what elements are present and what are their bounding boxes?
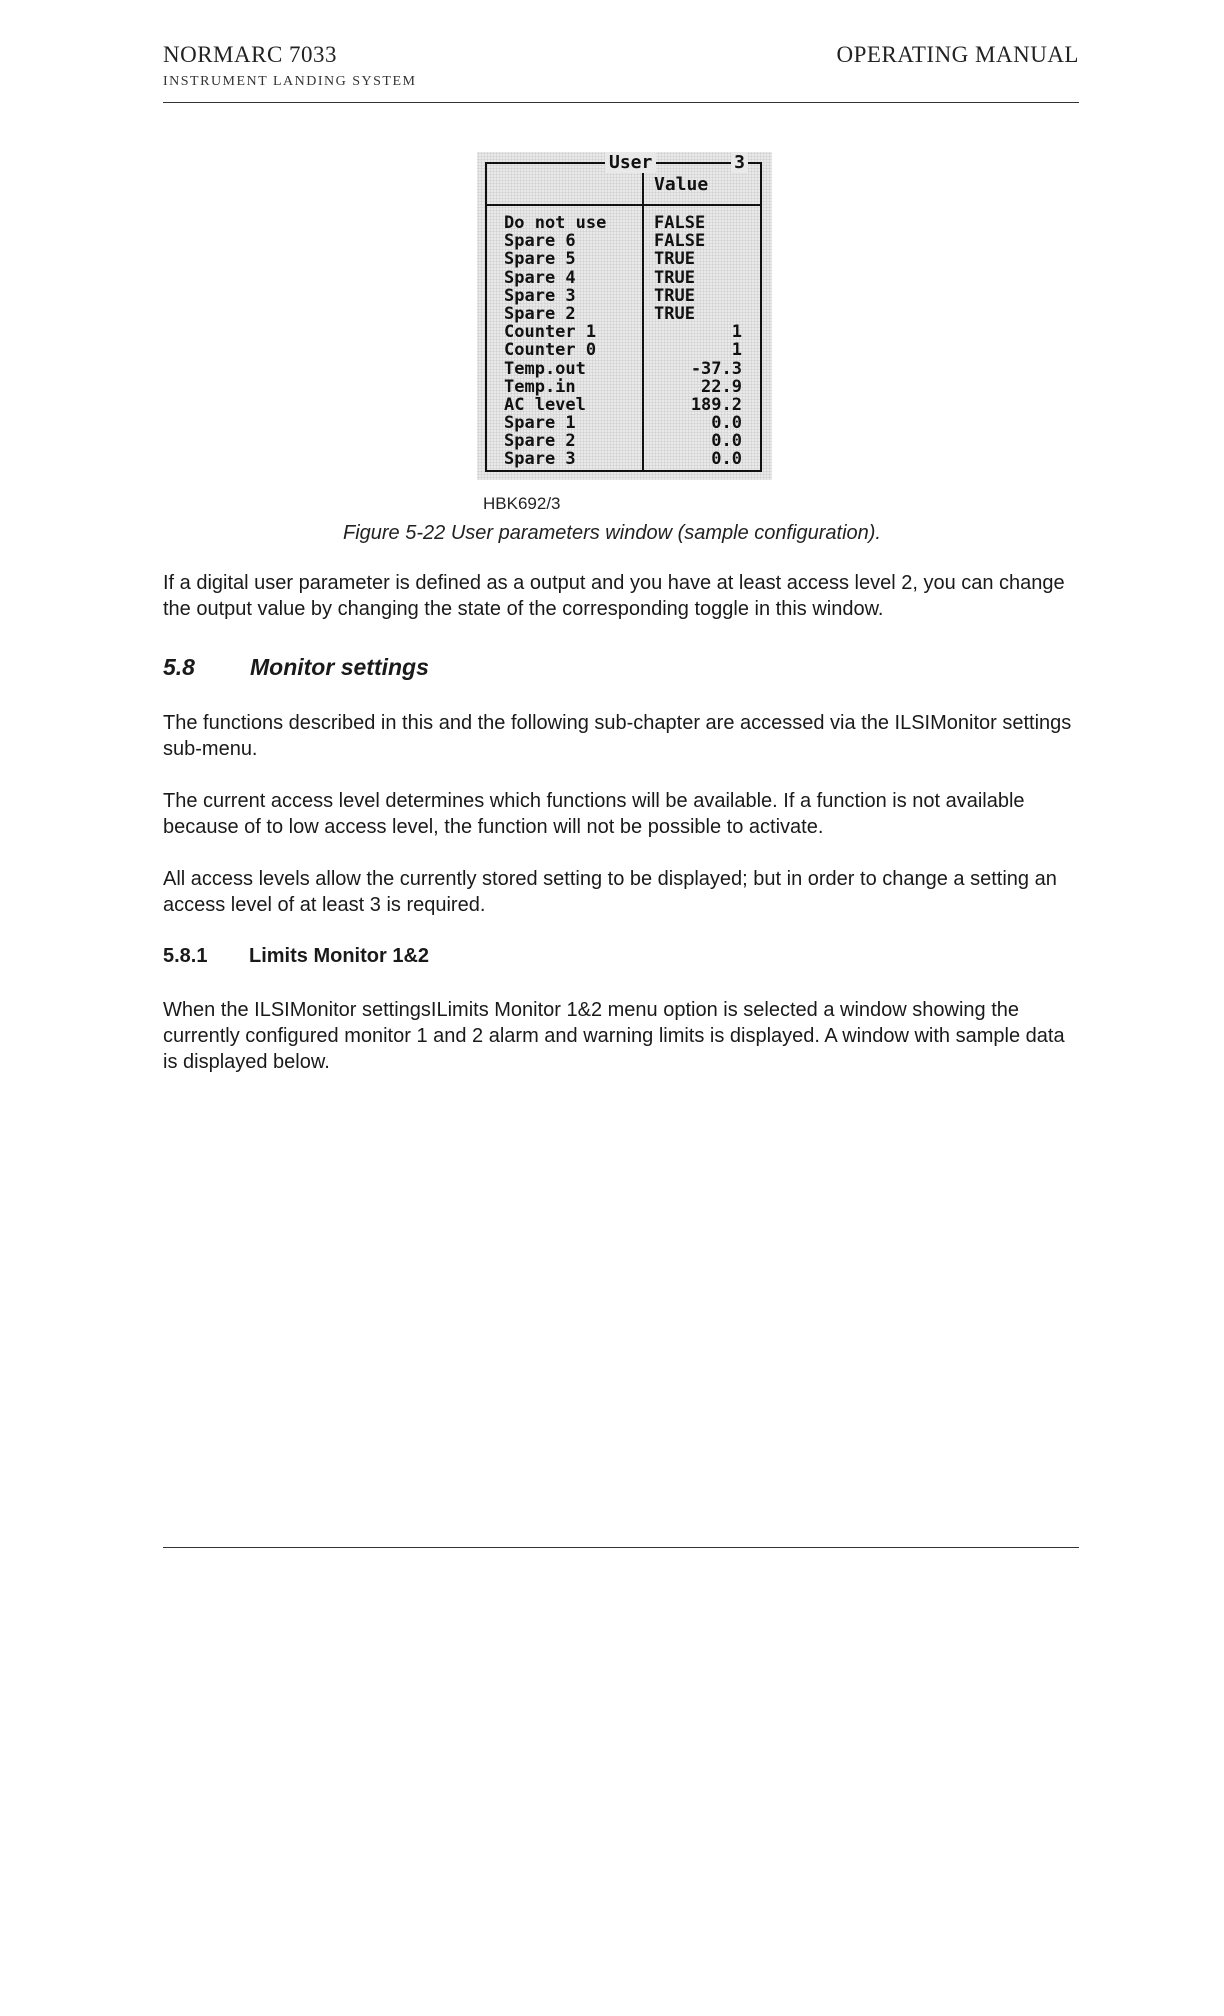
- parameter-list: [487, 214, 760, 469]
- parameter-row: [487, 396, 760, 414]
- window-title: User: [605, 152, 656, 173]
- figure-id: HBK692/3: [483, 494, 561, 513]
- parameter-row: [487, 378, 760, 396]
- parameter-value: 0.0: [711, 449, 742, 470]
- parameter-value: 189.2: [690, 394, 742, 415]
- paragraph-access-level: The current access level determines which functions will be available. If a function is not available because of to low access level, the function will not be possible to activate.: [163, 790, 1025, 838]
- parameter-value: TRUE: [654, 267, 695, 288]
- parameter-name: Spare 1: [504, 413, 576, 434]
- subsection-heading: [163, 945, 429, 968]
- subsection-title: Limits Monitor 1&2: [249, 945, 430, 967]
- parameter-name: Temp.in: [504, 376, 576, 397]
- document-title: NORMARC 7033: [163, 42, 338, 67]
- parameter-name: Do not use: [504, 213, 607, 233]
- parameter-row: [487, 250, 760, 268]
- parameter-row: [487, 305, 760, 323]
- value-column-header: Value: [654, 174, 709, 195]
- parameter-row: [487, 269, 760, 287]
- manual-label: OPERATING MANUAL: [836, 42, 1079, 67]
- parameter-value: 22.9: [701, 376, 742, 397]
- table-header-divider: [487, 204, 760, 206]
- parameter-name: Spare 4: [504, 267, 576, 288]
- parameter-value: -37.3: [690, 358, 742, 379]
- figure-caption: Figure 5-22 User parameters window (sample configuration).: [342, 522, 881, 544]
- window-frame: [485, 152, 762, 472]
- section-title: Monitor settings: [250, 654, 429, 680]
- parameter-value: TRUE: [654, 303, 695, 324]
- parameter-value: TRUE: [654, 285, 695, 306]
- parameter-row: [487, 360, 760, 378]
- user-parameters-window: [477, 152, 772, 480]
- header-divider: [163, 102, 1079, 103]
- parameter-name: Spare 3: [504, 449, 576, 470]
- parameter-name: Counter 0: [504, 340, 597, 361]
- parameter-value: FALSE: [654, 213, 706, 233]
- parameter-name: Spare 6: [504, 231, 576, 252]
- document-subtitle: INSTRUMENT LANDING SYSTEM: [163, 74, 417, 89]
- paragraph-digital-user-parameter: If a digital user parameter is defined as a output and you have at least access level 2, you can change the output value by changing the state of the corresponding toggle in this window.: [163, 572, 1065, 620]
- parameter-row: [487, 450, 760, 468]
- parameter-name: Counter 1: [504, 322, 597, 343]
- parameter-name: Spare 2: [504, 431, 576, 452]
- window-number: 3: [731, 152, 748, 173]
- paragraph-functions-access: The functions described in this and the following sub-chapter are accessed via the ILSIMonitor settings sub-menu.: [163, 712, 1072, 760]
- parameter-name: Temp.out: [504, 358, 586, 379]
- parameter-row: [487, 341, 760, 359]
- footer-divider: [163, 1547, 1079, 1548]
- parameter-row: [487, 232, 760, 250]
- parameter-name: Spare 2: [504, 303, 576, 324]
- parameter-value: 0.0: [711, 431, 742, 452]
- parameter-value: TRUE: [654, 249, 695, 270]
- parameter-name: AC level: [504, 394, 586, 415]
- page-header-left: [163, 42, 416, 90]
- parameter-value: 1: [731, 322, 742, 343]
- paragraph-limits-monitor: When the ILSIMonitor settingsILimits Monitor 1&2 menu option is selected a window showing the currently configured monitor 1 and 2 alarm and warning limits is displayed. A window with sample data is displayed below.: [163, 999, 1065, 1073]
- parameter-name: Spare 5: [504, 249, 576, 270]
- parameter-row: [487, 214, 760, 232]
- parameter-row: [487, 287, 760, 305]
- section-heading: [163, 654, 429, 681]
- subsection-number: 5.8.1: [163, 945, 208, 967]
- parameter-row: [487, 432, 760, 450]
- parameter-value: FALSE: [654, 231, 706, 252]
- parameter-value: 0.0: [711, 413, 742, 434]
- parameter-value: 1: [731, 340, 742, 361]
- parameter-row: [487, 323, 760, 341]
- paragraph-display-setting: All access levels allow the currently stored setting to be displayed; but in order to change a setting an access level of at least 3 is required.: [163, 868, 1057, 916]
- parameter-name: Spare 3: [504, 285, 576, 306]
- section-number: 5.8: [163, 654, 195, 680]
- parameter-row: [487, 414, 760, 432]
